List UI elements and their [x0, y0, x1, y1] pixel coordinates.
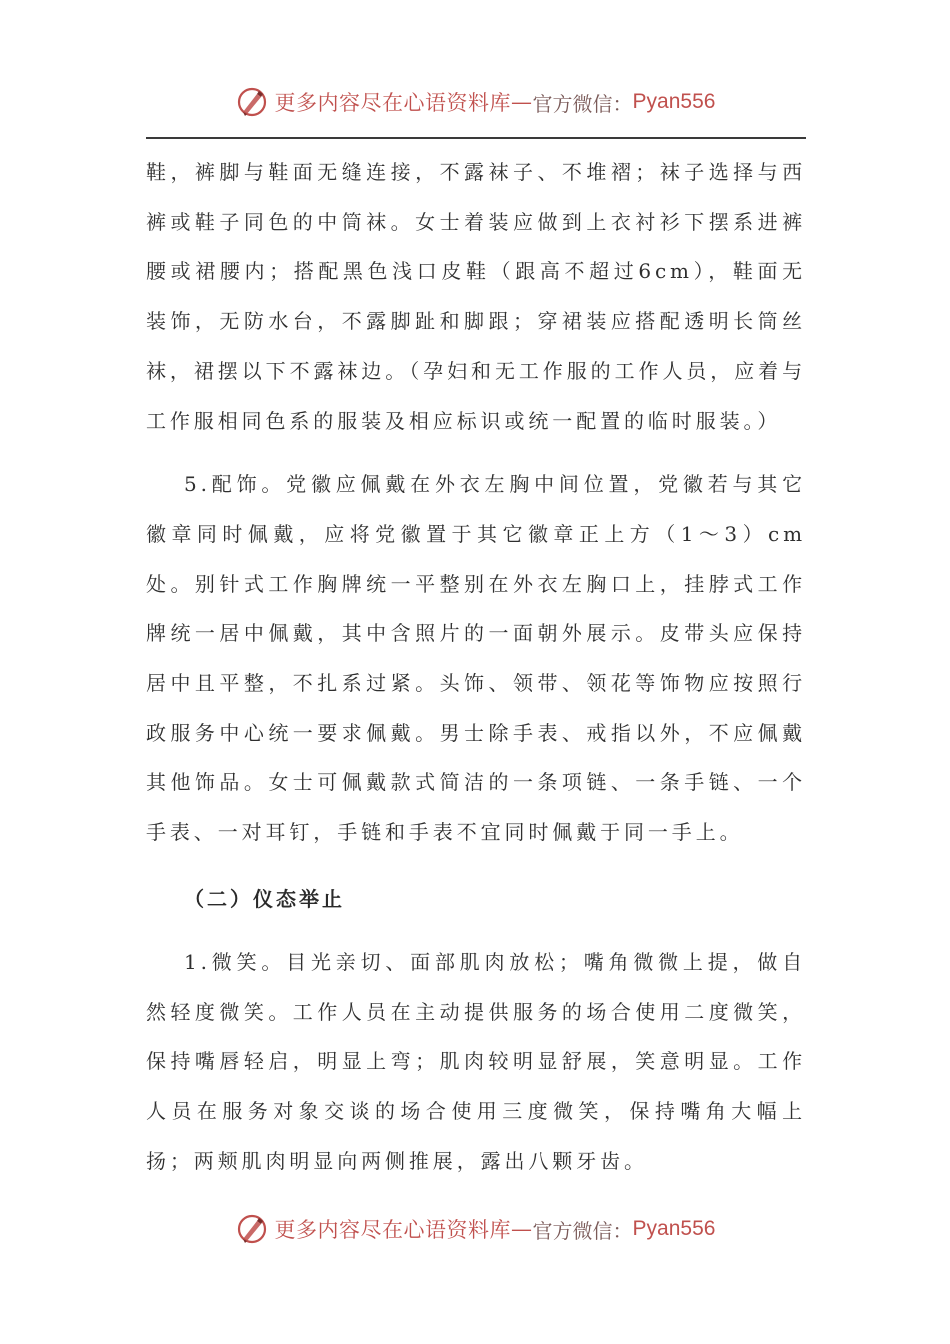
document-body [146, 148, 806, 1186]
header-brand-text: 更多内容尽在心语资料库 [274, 91, 512, 115]
pen-logo-icon [235, 1212, 269, 1246]
pen-logo-icon [235, 85, 269, 119]
footer-wechat-label: 官方微信： [532, 1218, 633, 1243]
header-wechat-label: 官方微信： [532, 91, 633, 116]
header-separator: — [511, 90, 533, 114]
section-heading-demeanor: （二）仪态举止 [184, 886, 345, 911]
header-watermark [0, 82, 950, 122]
paragraph-dress-continued: 鞋，裤脚与鞋面无缝连接，不露袜子、不堆褶；袜子选择与西裤或鞋子同色的中筒袜。女士着装应做到上衣衬衫下摆系进裤腰或裙腰内；搭配黑色浅口皮鞋（跟高不超过6cm），鞋面无装饰，无防水台，不露脚趾和脚跟；穿裙装应搭配透明长筒丝袜，裙摆以下不露袜边。（孕妇和无工作服的工作人员，应着与工作服相同色系的服装及相应标识或统一配置的临时服装。） [146, 160, 806, 433]
footer-brand-text: 更多内容尽在心语资料库 [274, 1218, 512, 1242]
header-rule [146, 137, 806, 139]
header-wechat-id: Pyan556 [632, 90, 716, 113]
paragraph-smile: 1.微笑。目光亲切、面部肌肉放松；嘴角微微上提，做自然轻度微笑。工作人员在主动提供服务的场合使用二度微笑，保持嘴唇轻启，明显上弯；肌肉较明显舒展，笑意明显。工作人员在服务对象交谈的场合使用三度微笑，保持嘴角大幅上扬；两颊肌肉明显向两侧推展，露出八颗牙齿。 [146, 949, 806, 1173]
footer-watermark [0, 1209, 950, 1249]
footer-wechat-id: Pyan556 [632, 1217, 716, 1240]
paragraph-accessories: 5.配饰。党徽应佩戴在外衣左胸中间位置，党徽若与其它徽章同时佩戴，应将党徽置于其它徽章正上方（1～3）cm处。别针式工作胸牌统一平整别在外衣左胸口上，挂脖式工作牌统一居中佩戴，其中含照片的一面朝外展示。皮带头应保持居中且平整，不扎系过紧。头饰、领带、领花等饰物应按照行政服务中心统一要求佩戴。男士除手表、戒指以外，不应佩戴其他饰品。女士可佩戴款式简洁的一条项链、一条手链、一个手表、一对耳钉，手链和手表不宜同时佩戴于同一手上。 [146, 472, 806, 845]
footer-separator: — [511, 1217, 533, 1241]
